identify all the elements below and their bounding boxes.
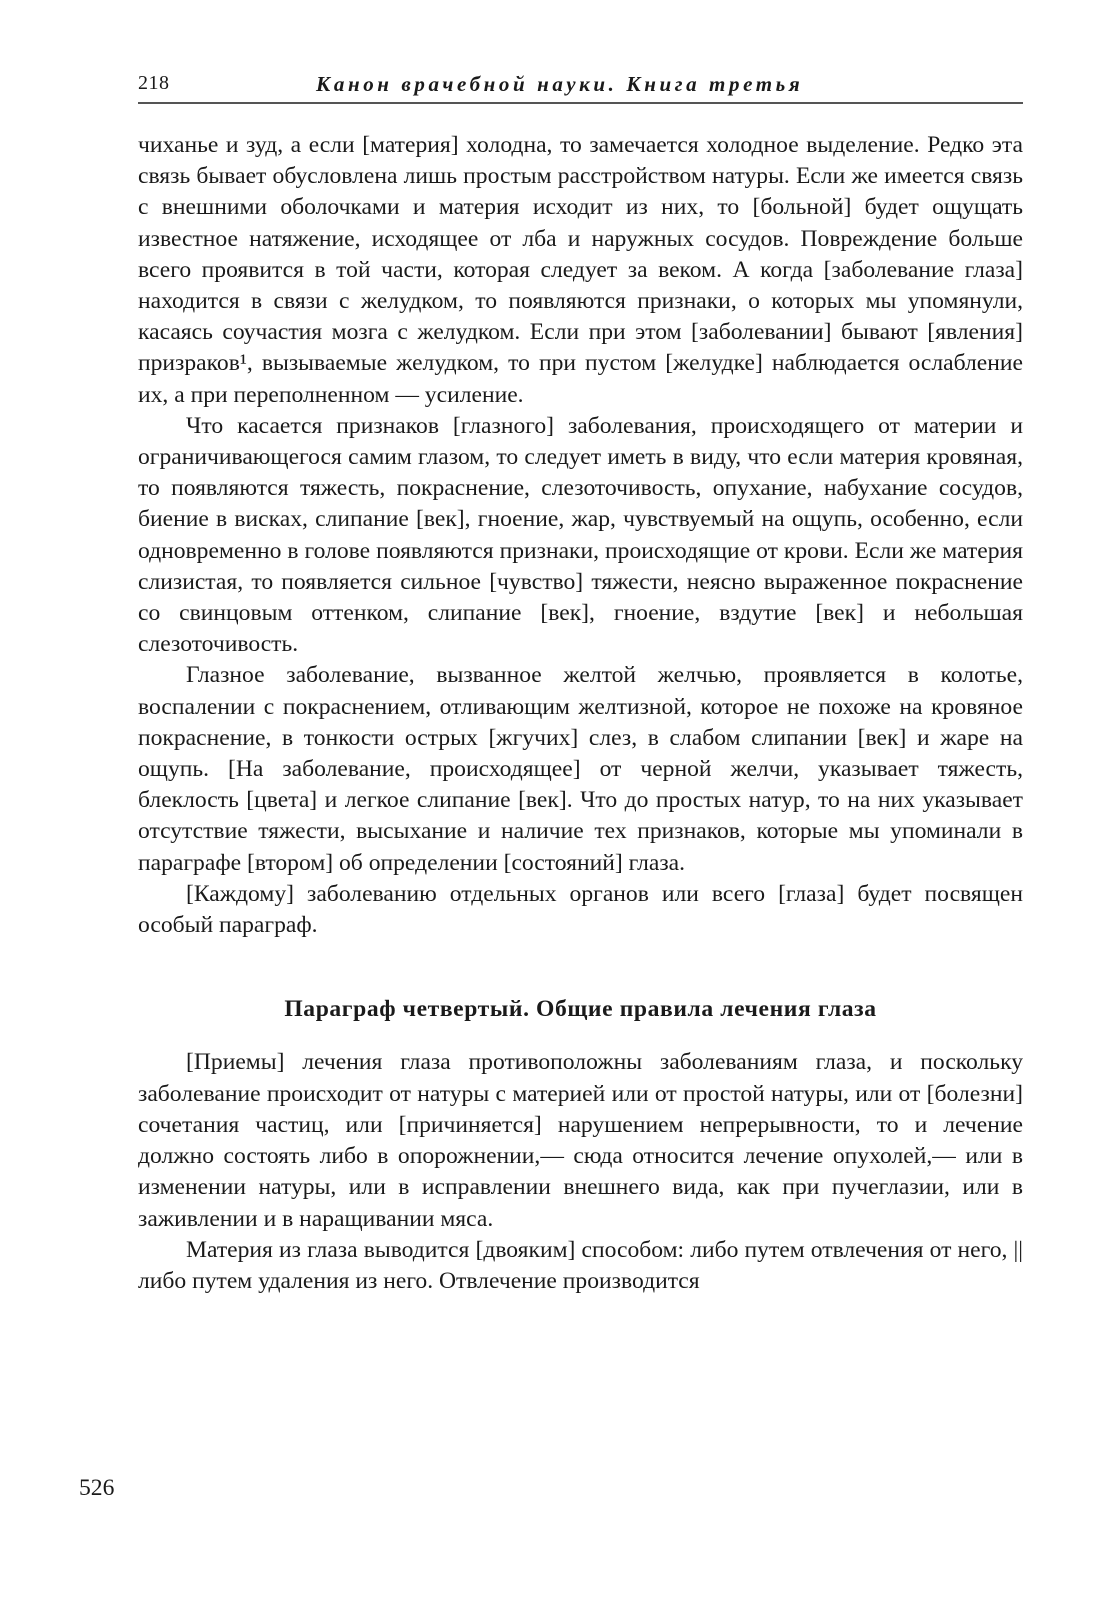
margin-note: 526 xyxy=(79,1475,115,1501)
paragraph-2: Что касается признаков [глазного] заболевания, происходящего от материи и ограничивающегося самим глазом, то следует иметь в виду, что если материя кровяная, то появляются тяжесть, покраснение, слезоточивость, опухание, набухание сосудов, биение в висках, слипание [век], гноение, жар, чувствуемый на ощупь, особенно, если одновременно в голове появляются признаки, происходящие от крови. Если же материя слизистая, то появляется сильное [чувство] тяжести, неясно выраженное покраснение со свинцовым оттенком, слипание [век], гноение, вздутие [век] и небольшая слезоточивость. xyxy=(138,412,1023,658)
body-text xyxy=(138,130,1023,1297)
page-header xyxy=(138,72,1023,102)
section-paragraph-2: Материя из глаза выводится [двояким] способом: либо путем отвлечения от него, || либо путем удаления из него. Отвлечение производится xyxy=(138,1236,1023,1294)
header-rule xyxy=(138,102,1023,104)
page-number: 218 xyxy=(138,72,170,94)
paragraph-1: чиханье и зуд, а если [материя] холодна, то замечается холодное выделение. Редко эта связь бывает обусловлена лишь простым расстройством натуры. Если же имеется связь с внешними оболочками и материя исходит из них, то [больной] будет ощущать известное натяжение, исходящее от лба и наружных сосудов. Повреждение больше всего проявится в той части, которая следует за веком. А когда [заболевание глаза] находится в связи с желудком, то появляются признаки, о которых мы упомянули, касаясь соучастия мозга с желудком. Если при этом [заболевании] бывают [явления] призраков¹, вызываемые желудком, то при пустом [желудке] наблюдается ослабление их, а при переполненном — усиление. xyxy=(138,132,1023,408)
paragraph-4: [Каждому] заболеванию отдельных органов или всего [глаза] будет посвящен особый параграф. xyxy=(138,880,1023,939)
section-paragraph-1: [Приемы] лечения глаза противоположны заболеваниям глаза, и поскольку заболевание происходит от натуры с материей или от простой натуры, или от [болезни] сочетания частиц, или [причиняется] нарушением непрерывности, то и лечение должно состоять либо в опорожнении,— сюда относится лечение опухолей,— или в изменении натуры, или в исправлении внешнего вида, как при пучеглазии, или в заживлении и в наращивании мяса. xyxy=(138,1049,1023,1232)
section-heading: Параграф четвертый. Общие правила лечения глаза xyxy=(284,996,877,1023)
running-title: Канон врачебной науки. Книга третья xyxy=(316,72,804,96)
paragraph-3: Глазное заболевание, вызванное желтой желчью, проявляется в колотье, воспалении с покраснением, отливающим желтизной, которое не похоже на кровяное покраснение, в тонкости острых [жгучих] слез, в слабом слипании [век] и жаре на ощупь. [На заболевание, происходящее] от черной желчи, указывает тяжесть, блеклость [цвета] и легкое слипание [век]. Что до простых натур, то на них указывает отсутствие тяжести, высыхание и наличие тех признаков, которые мы упоминали в параграфе [втором] об определении [состояний] глаза. xyxy=(138,662,1023,876)
